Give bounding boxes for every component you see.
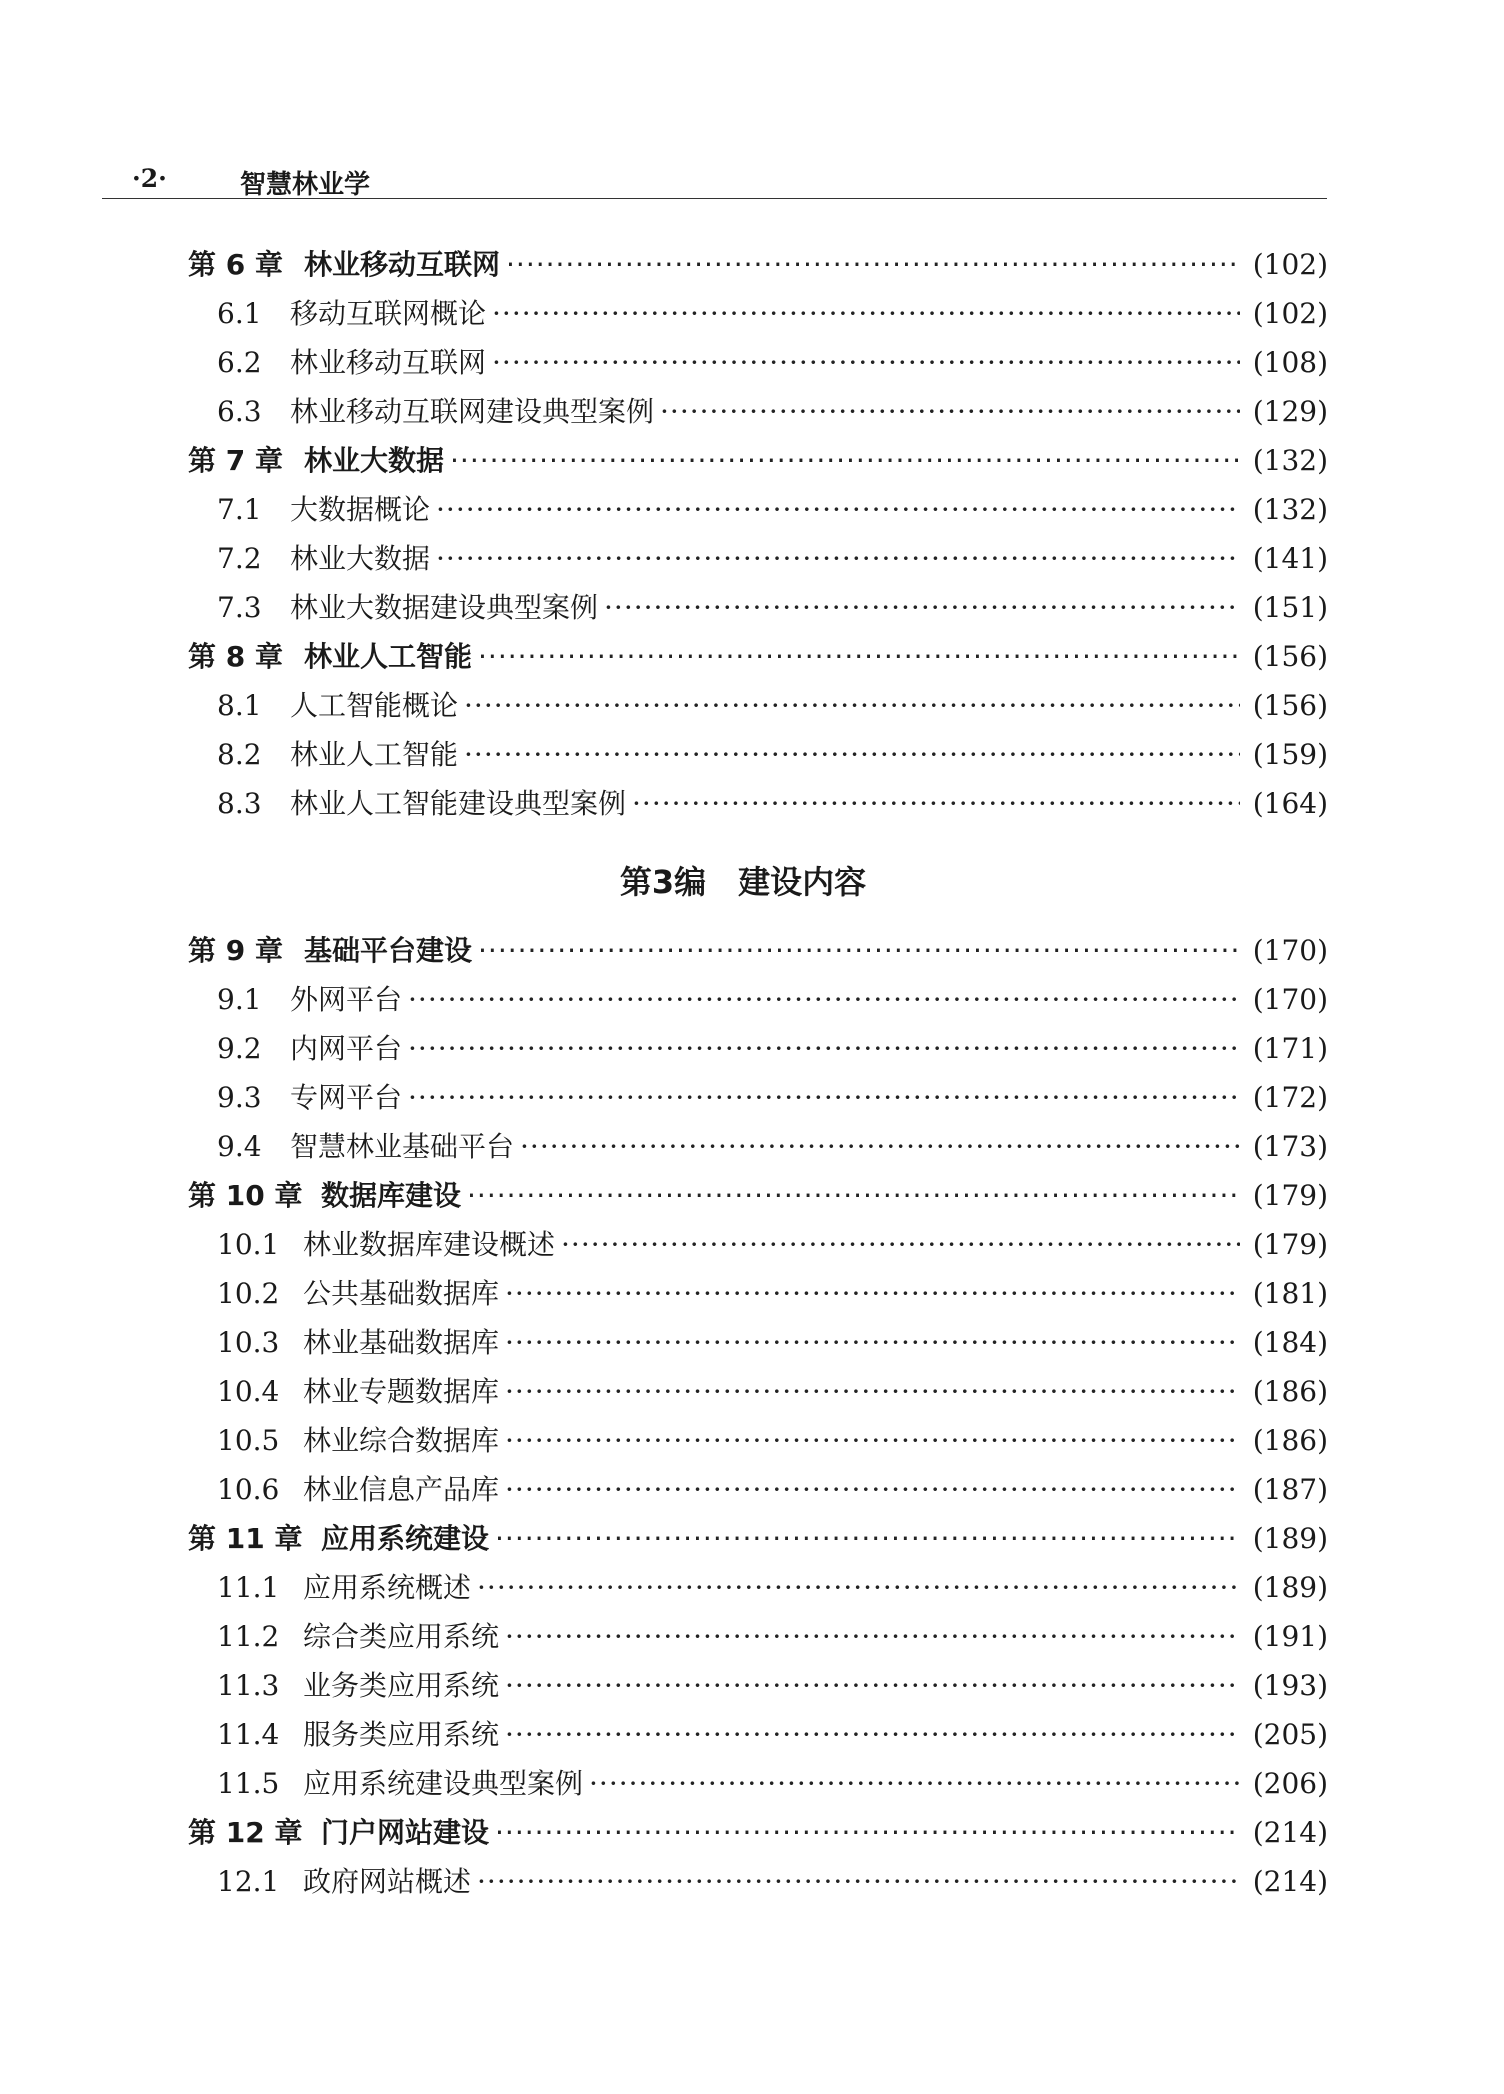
entry-title: 林业基础数据库 [303,1326,500,1359]
dot-leader [660,395,1240,428]
dot-leader [505,1669,1240,1702]
toc-section-entry[interactable] [188,1664,1328,1713]
entry-page: (170) [1252,934,1328,967]
entry-page: (108) [1252,346,1328,379]
dot-leader [604,591,1240,624]
entry-title: 林业综合数据库 [303,1424,500,1457]
entry-title: 服务类应用系统 [303,1718,500,1751]
entry-page: (171) [1252,1032,1328,1065]
entry-page: (164) [1252,787,1328,820]
entry-number: 10.4 [217,1375,280,1408]
dot-leader [495,1522,1240,1555]
entry-number: 7.2 [217,542,262,575]
toc-section-entry[interactable] [188,1762,1328,1811]
toc-section-entry[interactable] [188,782,1328,831]
toc-section-entry[interactable] [188,1321,1328,1370]
entry-title: 林业数据库建设概述 [303,1228,556,1261]
dot-leader [561,1228,1240,1261]
toc-chapter-entry[interactable] [188,635,1328,684]
toc-chapter-entry[interactable] [188,1174,1328,1223]
entry-title: 应用系统建设典型案例 [303,1767,584,1800]
entry-page: (170) [1252,983,1328,1016]
entry-number: 8.1 [217,689,262,722]
toc-section-entry[interactable] [188,537,1328,586]
entry-page: (191) [1252,1620,1328,1653]
toc-section-entry[interactable] [188,292,1328,341]
toc-section-entry[interactable] [188,1125,1328,1174]
entry-page: (151) [1252,591,1328,624]
entry-page: (206) [1252,1767,1328,1800]
entry-page: (214) [1252,1816,1328,1849]
toc-section-entry[interactable] [188,1272,1328,1321]
toc-section-entry[interactable] [188,488,1328,537]
toc-section-entry[interactable] [188,341,1328,390]
entry-page: (179) [1252,1179,1328,1212]
toc-section-entry[interactable] [188,978,1328,1027]
dot-leader [492,346,1240,379]
entry-title: 基础平台建设 [304,934,473,967]
entry-number: 12.1 [217,1865,280,1898]
entry-number: 第 9 章 [188,934,283,967]
entry-number: 10.5 [217,1424,280,1457]
dot-leader [495,1816,1240,1849]
entry-number: 7.3 [217,591,262,624]
toc-section-entry[interactable] [188,1223,1328,1272]
page-number: ·2· [132,164,167,193]
entry-number: 第 7 章 [188,444,283,477]
dot-leader [436,542,1240,575]
entry-title: 内网平台 [290,1032,403,1065]
toc-chapter-entry[interactable] [188,1811,1328,1860]
dot-leader [505,1718,1240,1751]
dot-leader [505,1277,1240,1310]
entry-title: 林业人工智能 [304,640,473,673]
toc-chapter-entry[interactable] [188,439,1328,488]
dot-leader [505,1375,1240,1408]
entry-page: (186) [1252,1375,1328,1408]
entry-page: (141) [1252,542,1328,575]
entry-number: 8.3 [217,787,262,820]
entry-page: (214) [1252,1865,1328,1898]
entry-number: 9.3 [217,1081,262,1114]
entry-number: 11.4 [217,1718,280,1751]
dot-leader [505,1473,1240,1506]
entry-title: 林业移动互联网 [304,248,501,281]
entry-title: 综合类应用系统 [303,1620,500,1653]
running-header [102,160,1327,199]
entry-number: 7.1 [217,493,262,526]
dot-leader [436,493,1240,526]
toc-section-entry[interactable] [188,1370,1328,1419]
entry-title: 大数据概论 [290,493,431,526]
entry-title: 门户网站建设 [321,1816,490,1849]
table-of-contents [188,243,1328,1909]
toc-section-entry[interactable] [188,390,1328,439]
entry-page: (173) [1252,1130,1328,1163]
dot-leader [408,1081,1240,1114]
entry-title: 林业移动互联网 [290,346,487,379]
toc-section-entry[interactable] [188,1027,1328,1076]
entry-title: 林业大数据 [304,444,445,477]
toc-section-entry[interactable] [188,1615,1328,1664]
entry-page: (187) [1252,1473,1328,1506]
book-title: 智慧林业学 [240,170,371,200]
entry-number: 8.2 [217,738,262,771]
entry-page: (129) [1252,395,1328,428]
entry-number: 9.1 [217,983,262,1016]
entry-title: 智慧林业基础平台 [290,1130,515,1163]
toc-section-entry[interactable] [188,1860,1328,1909]
entry-number: 第 8 章 [188,640,283,673]
entry-title: 政府网站概述 [303,1865,472,1898]
entry-number: 11.5 [217,1767,280,1800]
toc-section-entry[interactable] [188,1566,1328,1615]
entry-number: 第 12 章 [188,1816,303,1849]
entry-title: 业务类应用系统 [303,1669,500,1702]
dot-leader [464,689,1240,722]
entry-number: 11.1 [217,1571,280,1604]
entry-page: (156) [1252,640,1328,673]
toc-section-entry[interactable] [188,1468,1328,1517]
dot-leader [505,1620,1240,1653]
dot-leader [505,1424,1240,1457]
entry-number: 第 10 章 [188,1179,303,1212]
entry-number: 6.3 [217,395,262,428]
toc-group-before [188,243,1328,831]
entry-title: 应用系统建设 [321,1522,490,1555]
entry-number: 10.3 [217,1326,280,1359]
toc-chapter-entry[interactable] [188,1517,1328,1566]
entry-page: (132) [1252,493,1328,526]
entry-title: 林业人工智能 [290,738,459,771]
entry-title: 人工智能概论 [290,689,459,722]
entry-number: 9.4 [217,1130,262,1163]
dot-leader [492,297,1240,330]
entry-page: (184) [1252,1326,1328,1359]
entry-page: (189) [1252,1571,1328,1604]
entry-title: 移动互联网概论 [290,297,487,330]
entry-page: (193) [1252,1669,1328,1702]
entry-number: 9.2 [217,1032,262,1065]
dot-leader [467,1179,1240,1212]
dot-leader [589,1767,1240,1800]
entry-page: (205) [1252,1718,1328,1751]
dot-leader [478,640,1240,673]
toc-chapter-entry[interactable] [188,243,1328,292]
entry-title: 外网平台 [290,983,403,1016]
entry-number: 第 11 章 [188,1522,303,1555]
entry-title: 应用系统概述 [303,1571,472,1604]
entry-number: 10.6 [217,1473,280,1506]
dot-leader [408,983,1240,1016]
entry-page: (156) [1252,689,1328,722]
dot-leader [450,444,1240,477]
entry-title: 林业大数据 [290,542,431,575]
toc-group-after [188,929,1328,1909]
dot-leader [477,1571,1240,1604]
toc-section-entry[interactable] [188,1419,1328,1468]
entry-title: 专网平台 [290,1081,403,1114]
dot-leader [520,1130,1240,1163]
entry-number: 10.1 [217,1228,280,1261]
entry-number: 6.1 [217,297,262,330]
toc-chapter-entry[interactable] [188,929,1328,978]
dot-leader [632,787,1240,820]
toc-section-entry[interactable] [188,684,1328,733]
toc-section-entry[interactable] [188,733,1328,782]
entry-page: (102) [1252,297,1328,330]
entry-page: (102) [1252,248,1328,281]
entry-page: (181) [1252,1277,1328,1310]
entry-title: 林业专题数据库 [303,1375,500,1408]
dot-leader [477,1865,1240,1898]
entry-number: 10.2 [217,1277,280,1310]
entry-page: (159) [1252,738,1328,771]
toc-section-entry[interactable] [188,586,1328,635]
dot-leader [478,934,1240,967]
entry-number: 6.2 [217,346,262,379]
entry-page: (179) [1252,1228,1328,1261]
dot-leader [506,248,1240,281]
dot-leader [408,1032,1240,1065]
dot-leader [505,1326,1240,1359]
toc-section-entry[interactable] [188,1713,1328,1762]
entry-number: 第 6 章 [188,248,283,281]
entry-title: 林业信息产品库 [303,1473,500,1506]
entry-title: 林业大数据建设典型案例 [290,591,599,624]
entry-title: 数据库建设 [321,1179,462,1212]
entry-page: (189) [1252,1522,1328,1555]
entry-number: 11.2 [217,1620,280,1653]
entry-title: 公共基础数据库 [303,1277,500,1310]
entry-page: (132) [1252,444,1328,477]
part-title: 第3编 建设内容 [619,863,867,901]
entry-page: (172) [1252,1081,1328,1114]
entry-number: 11.3 [217,1669,280,1702]
entry-page: (186) [1252,1424,1328,1457]
entry-title: 林业人工智能建设典型案例 [290,787,627,820]
dot-leader [464,738,1240,771]
entry-title: 林业移动互联网建设典型案例 [290,395,655,428]
toc-section-entry[interactable] [188,1076,1328,1125]
